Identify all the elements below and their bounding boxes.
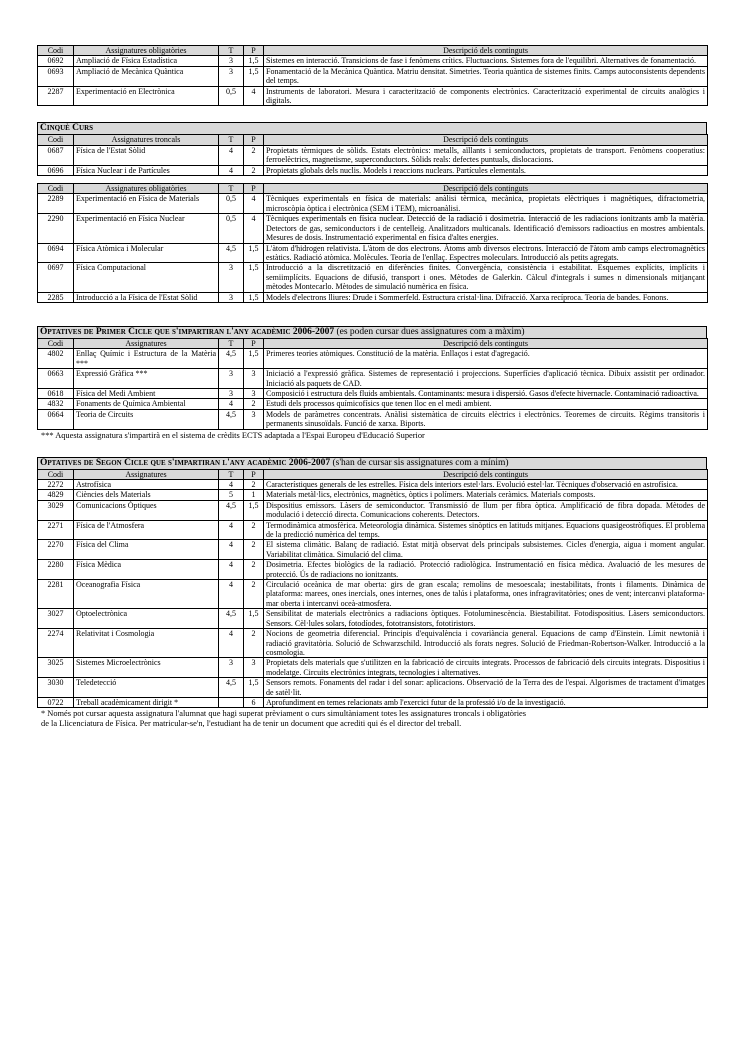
header-code: Codi [38,338,74,348]
cell-code: 2289 [38,194,74,214]
cell-subject: Expressió Gràfica *** [74,369,219,389]
table-row [38,399,708,409]
header-code: Codi [38,184,74,194]
footnote-tad [41,709,707,729]
cell-desc: Sensors remots. Fonaments del radar i del sonar: aplicacions. Observació de la Terra des de l'espai. Algorismes de tractament d'imatges de satèl·lit. [264,678,708,698]
cell-desc: Iniciació a l'expressió gràfica. Sistemes de representació i projeccions. Superfícies d'aplicació tècnica. Dibuix assistit per ordinador. Iniciació als paquets de CAD. [264,369,708,389]
cell-code: 2272 [38,480,74,490]
cell-p: 3 [244,658,264,678]
cell-p: 2 [244,480,264,490]
cell-code: 0696 [38,165,74,175]
table-row [38,86,708,106]
cell-t: 4 [219,580,244,609]
table-row [38,214,708,243]
table-row [38,369,708,389]
cell-t: 3 [219,658,244,678]
cell-p: 2 [244,560,264,580]
table-row [38,349,708,369]
header-t: T [219,469,244,479]
table-row [38,580,708,609]
cell-code: 0687 [38,145,74,165]
table-header [38,46,708,56]
header-t: T [219,135,244,145]
cell-subject: Ciències dels Materials [74,490,219,500]
header-p: P [244,46,264,56]
cell-p: 6 [244,697,264,707]
cell-subject: Relativitat i Cosmologia [74,629,219,658]
cell-subject: Física Nuclear i de Partícules [74,165,219,175]
footnote-ects: *** Aquesta assignatura s'impartirà en el sistema de crèdits ECTS adaptada a l'Espai Europeu d'Educació Superior [41,430,425,440]
cell-t: 4 [219,480,244,490]
table-body [38,56,708,106]
table-compulsory-5 [37,183,708,303]
cell-t: 4 [219,520,244,540]
cell-t: 3 [219,369,244,389]
cell-p: 2 [244,520,264,540]
table-row [38,678,708,698]
cell-desc: Propietats dels materials que s'utilitzen en la fabricació de circuits integrats. Processos de fabricació dels circuits integrats. Dispositius i modelatge. Circuits electrònics integrats, tecnologies i alternatives. [264,658,708,678]
cell-desc: Instruments de laboratori. Mesura i caracterització de components electrònics. Caracterització experimental de circuits analògics i digitals. [264,86,708,106]
header-p: P [244,338,264,348]
cell-subject: Sistemes Microelectrònics [74,658,219,678]
cell-desc: Introducció a la discretització en diferències finites. Convergència, consistència i estabilitat. Esquemes explícits, implícits i semiimplícits. Equacions de difusió, transport i ones. Mètodes de Galerkin. Càlcul d'integrals i sumes n dimensionals mitjançant mètodes Montecarlo. Mètodes de simulació numèrica en física. [264,263,708,292]
cell-p: 4 [244,194,264,214]
header-t: T [219,46,244,56]
table-header [38,184,708,194]
cell-desc: Tècniques experimentals en física nuclear. Detecció de la radiació i dosimetria. Interacció de les radiacions ionitzants amb la matèria. Detectors de gas, semiconductors i de centelleig. Analitzadors multicanals. Identificació d'emissors radioactius en mostres ambientals. Mesures de dosis. Instrumentació experimental en física d'altes energies. [264,214,708,243]
header-subject: Assignatures troncals [74,135,219,145]
cell-desc: Models d'electrons lliures: Drude i Sommerfeld. Estructura cristal·lina. Difracció. Xarxa recíproca. Teoria de bandes. Fonons. [264,292,708,302]
cell-subject: Optoelectrònica [74,609,219,629]
header-code: Codi [38,46,74,56]
table-body [38,349,708,429]
cell-p: 1,5 [244,66,264,86]
cell-code: 2287 [38,86,74,106]
cell-p: 2 [244,145,264,165]
header-desc: Descripció dels continguts [264,469,708,479]
cell-t: 4,5 [219,409,244,429]
cell-p: 1,5 [244,500,264,520]
cell-p: 4 [244,214,264,243]
table-row [38,560,708,580]
table-header [38,469,708,479]
section-title-bold: Optatives de Primer Cicle que s'impartiran l'any acadèmic 2006-2007 [40,326,335,337]
cell-code: 2274 [38,629,74,658]
cell-t: 4 [219,629,244,658]
cell-t: 4,5 [219,678,244,698]
cell-p: 1,5 [244,609,264,629]
header-desc: Descripció dels continguts [264,184,708,194]
cell-p: 3 [244,369,264,389]
cell-subject: Física Atòmica i Molecular [74,243,219,263]
cell-t: 4,5 [219,500,244,520]
cell-code: 0618 [38,388,74,398]
footnote-line-2: de la Llicenciatura de Física. Per matricular-se'n, l'estudiant ha de tenir un document que acrediti qui és el director del treball. [41,719,462,729]
cell-desc: Composició i estructura dels fluids ambientals. Contaminants: mesura i dispersió. Gasos d'efecte hivernacle. Contaminació radioactiva. [264,388,708,398]
cell-code: 0692 [38,56,74,66]
cell-t: 3 [219,388,244,398]
cell-code: 0722 [38,697,74,707]
cell-code: 4829 [38,490,74,500]
cell-code: 0663 [38,369,74,389]
cell-subject: Física Mèdica [74,560,219,580]
cell-desc: Models de paràmetres concentrats. Anàlisi sistemàtica de circuits elèctrics i electrònics. Teoremes de circuits. Règims transitoris i permanents sinusoïdals. Funció de xarxa. Biports. [264,409,708,429]
cell-t: 4 [219,145,244,165]
cell-desc: Propietats tèrmiques de sòlids. Estats electrònics: metalls, aïllants i semiconductors, propietats de transport. Fenòmens cooperatius: ferroelèctrics, magnetisme, superconductors. Sòlids reals: defectes puntuals, dislocacions. [264,145,708,165]
header-t: T [219,338,244,348]
cell-p: 1,5 [244,56,264,66]
cell-desc: Primeres teories atòmiques. Constitució de la matèria. Enllaços i estat d'agregació. [264,349,708,369]
table-body [38,480,708,708]
table-core-5 [37,134,708,176]
table-row [38,388,708,398]
cell-p: 4 [244,86,264,106]
cell-t: 3 [219,263,244,292]
table-row [38,263,708,292]
cell-subject: Treball acadèmicament dirigit * [74,697,219,707]
cell-desc: Circulació oceànica de mar oberta: girs de gran escala; remolins de mesoescala; inestabilitats, fronts i filaments. Dinàmica de plataforma: marees, ones inercials, ones internes, ones de talús i plataforma, ones infragravitatòries; ones de vent; intercanvi plataforma-mar oberta i intercanvi oceà-atmosfera. [264,580,708,609]
cell-desc: Nocions de geometria diferencial. Principis d'equivalència i covariància general. Equacions de camp d'Einstein. Límit newtonià i radiació gravitatòria. Solució de Schwarzschild. Introducció als forats negres. Solució de Friedman-Robertson-Walker. Introducció a la cosmologia. [264,629,708,658]
table-row [38,490,708,500]
cell-p: 1 [244,490,264,500]
cell-p: 2 [244,399,264,409]
cell-t: 4,5 [219,349,244,369]
cell-t: 4,5 [219,243,244,263]
header-p: P [244,135,264,145]
section-title-optatives-primer [37,326,707,338]
cell-p: 1,5 [244,292,264,302]
header-p: P [244,184,264,194]
cell-code: 0694 [38,243,74,263]
cell-desc: El sistema climàtic. Balanç de radiació. Estat mitjà observat dels principals subsistemes. Cicles d'energia, aigua i moment angular. Variabilitat climàtica. Simulació del clima. [264,540,708,560]
section-title-optatives-segon [37,457,707,469]
cell-code: 3025 [38,658,74,678]
cell-desc: Propietats globals dels nuclis. Models i reaccions nuclears. Partícules elementals. [264,165,708,175]
cell-desc: Sensibilitat de materials electrònics a radiacions òptiques. Fotoluminescència. Biestabilitat. Fotodispositius. Làsers semiconductors. Sensors. Cèl·lules solars, fotodíodes, fototransistors, fototiristors. [264,609,708,629]
cell-code: 0664 [38,409,74,429]
cell-desc: Termodinàmica atmosfèrica. Meteorologia dinàmica. Sistemes sinòptics en latituds mitjanes. Equacions quasigeostròfiques. El problema de la predicció numèrica del temps. [264,520,708,540]
cell-t: 0,5 [219,214,244,243]
cell-p: 1,5 [244,349,264,369]
table-row [38,629,708,658]
cell-t: 4,5 [219,609,244,629]
cell-p: 3 [244,388,264,398]
table-header [38,338,708,348]
table-compulsory-4 [37,45,708,106]
cell-p: 1,5 [244,263,264,292]
table-row [38,540,708,560]
table-row [38,56,708,66]
header-desc: Descripció dels continguts [264,135,708,145]
cell-t: 0,5 [219,86,244,106]
cell-desc: Característiques generals de les estrelles. Física dels interiors estel·lars. Evolució estel·lar. Tècniques d'observació en astrofísica. [264,480,708,490]
cell-code: 0697 [38,263,74,292]
cell-desc: L'àtom d'hidrogen relativista. L'àtom de dos electrons. Àtoms amb diversos electrons. Interacció de l'àtom amb camps electromagnètics estàtics. Radiació atòmica. Molècules. Teoria de l'enllaç. Espectres moleculars. Introducció als petits agregats. [264,243,708,263]
cell-t: 4 [219,165,244,175]
cell-code: 4832 [38,399,74,409]
cell-subject: Enllaç Químic i Estructura de la Matèria *** [74,349,219,369]
table-row [38,243,708,263]
cell-code: 3029 [38,500,74,520]
cell-subject: Física del Clima [74,540,219,560]
table-row [38,292,708,302]
table-row [38,409,708,429]
cell-subject: Ampliació de Mecànica Quàntica [74,66,219,86]
cell-subject: Oceanografia Física [74,580,219,609]
table-body [38,145,708,175]
cell-t: 4 [219,560,244,580]
cell-t: 4 [219,399,244,409]
cell-subject: Fonaments de Química Ambiental [74,399,219,409]
cell-code: 2281 [38,580,74,609]
cell-t [219,697,244,707]
table-row [38,609,708,629]
cell-desc: Tècniques experimentals en física de materials: anàlisi tèrmica, mecànica, propietats elèctriques i magnètiques, difractometria, microscòpia òptica i electrònica (SEM i TEM), microanàlisi. [264,194,708,214]
header-t: T [219,184,244,194]
cell-t: 5 [219,490,244,500]
cell-subject: Física Computacional [74,263,219,292]
table-row [38,658,708,678]
cell-p: 2 [244,165,264,175]
cell-subject: Experimentació en Física Nuclear [74,214,219,243]
cell-t: 3 [219,56,244,66]
table-optatives-primer [37,338,708,430]
cell-desc: Fonamentació de la Mecànica Quàntica. Matriu densitat. Simetries. Teoria quàntica de sistemes finits. Camps autoconsistents dependents del temps. [264,66,708,86]
cell-t: 0,5 [219,194,244,214]
section-title-rest: (es poden cursar dues assignatures com a màxim) [334,326,525,337]
cell-code: 3027 [38,609,74,629]
cell-subject: Experimentació en Electrònica [74,86,219,106]
cell-subject: Ampliació de Física Estadística [74,56,219,66]
table-row [38,194,708,214]
cell-subject: Física de l'Atmosfera [74,520,219,540]
cell-code: 2285 [38,292,74,302]
cell-code: 2280 [38,560,74,580]
cell-subject: Física del Medi Ambient [74,388,219,398]
cell-subject: Comunicacions Òptiques [74,500,219,520]
cell-code: 2270 [38,540,74,560]
page [37,45,707,729]
table-row [38,697,708,707]
cell-p: 2 [244,580,264,609]
table-row [38,480,708,490]
section-title-rest: (s'han de cursar sis assignatures com a mínim) [330,457,509,468]
header-p: P [244,469,264,479]
table-row [38,66,708,86]
cell-desc: Sistemes en interacció. Transicions de fase i fenòmens crítics. Fluctuacions. Sistemes fora de l'equilibri. Alternatives de fonamentació. [264,56,708,66]
cell-subject: Teoria de Circuits [74,409,219,429]
cell-code: 3030 [38,678,74,698]
header-code: Codi [38,135,74,145]
table-row [38,145,708,165]
table-optatives-segon [37,469,708,709]
cell-t: 3 [219,66,244,86]
cell-desc: Dosimetria. Efectes biològics de la radiació. Protecció radiològica. Instrumentació en física mèdica. Avaluació de les mesures de protecció. Ús de radiacions no ionitzants. [264,560,708,580]
section-title-bold: Optatives de Segon Cicle que s'impartiran l'any acadèmic 2006-2007 [40,457,331,468]
table-row [38,520,708,540]
cell-desc: Aprofundiment en temes relacionats amb l'exercici futur de la professió i/o de la investigació. [264,697,708,707]
header-subject: Assignatures [74,469,219,479]
cell-p: 1,5 [244,243,264,263]
header-subject: Assignatures [74,338,219,348]
table-row [38,165,708,175]
cell-desc: Estudi dels processos químicofísics que tenen lloc en el medi ambient. [264,399,708,409]
table-header [38,135,708,145]
cell-subject: Experimentació en Física de Materials [74,194,219,214]
cell-desc: Dispositius emissors. Làsers de semiconductor. Transmissió de llum per fibra òptica. Amplificació de fibra dopada. Mètodes de modulació i detecció directa. Comunicacions coherents. Detectors. [264,500,708,520]
section-title-cinque: Cinquè Curs [37,122,707,134]
cell-subject: Física de l'Estat Sòlid [74,145,219,165]
header-desc: Descripció dels continguts [264,46,708,56]
header-subject: Assignatures obligatòries [74,46,219,56]
table-body [38,194,708,302]
cell-p: 1,5 [244,678,264,698]
cell-subject: Introducció a la Física de l'Estat Sòlid [74,292,219,302]
cell-t: 3 [219,292,244,302]
footnote-line-1: * Només pot cursar aquesta assignatura l'alumnat que hagi superat prèviament o curs simultàniament totes les assignatures troncals i obligatòries [41,709,527,719]
cell-p: 3 [244,409,264,429]
cell-code: 0693 [38,66,74,86]
cell-desc: Materials metàl·lics, electrònics, magnètics, òptics i polímers. Materials ceràmics. Materials composts. [264,490,708,500]
cell-p: 2 [244,629,264,658]
header-desc: Descripció dels continguts [264,338,708,348]
cell-code: 4802 [38,349,74,369]
cell-code: 2290 [38,214,74,243]
cell-subject: Astrofísica [74,480,219,490]
header-code: Codi [38,469,74,479]
header-subject: Assignatures obligatòries [74,184,219,194]
table-row [38,500,708,520]
cell-subject: Teledetecció [74,678,219,698]
cell-code: 2271 [38,520,74,540]
cell-t: 4 [219,540,244,560]
cell-p: 2 [244,540,264,560]
